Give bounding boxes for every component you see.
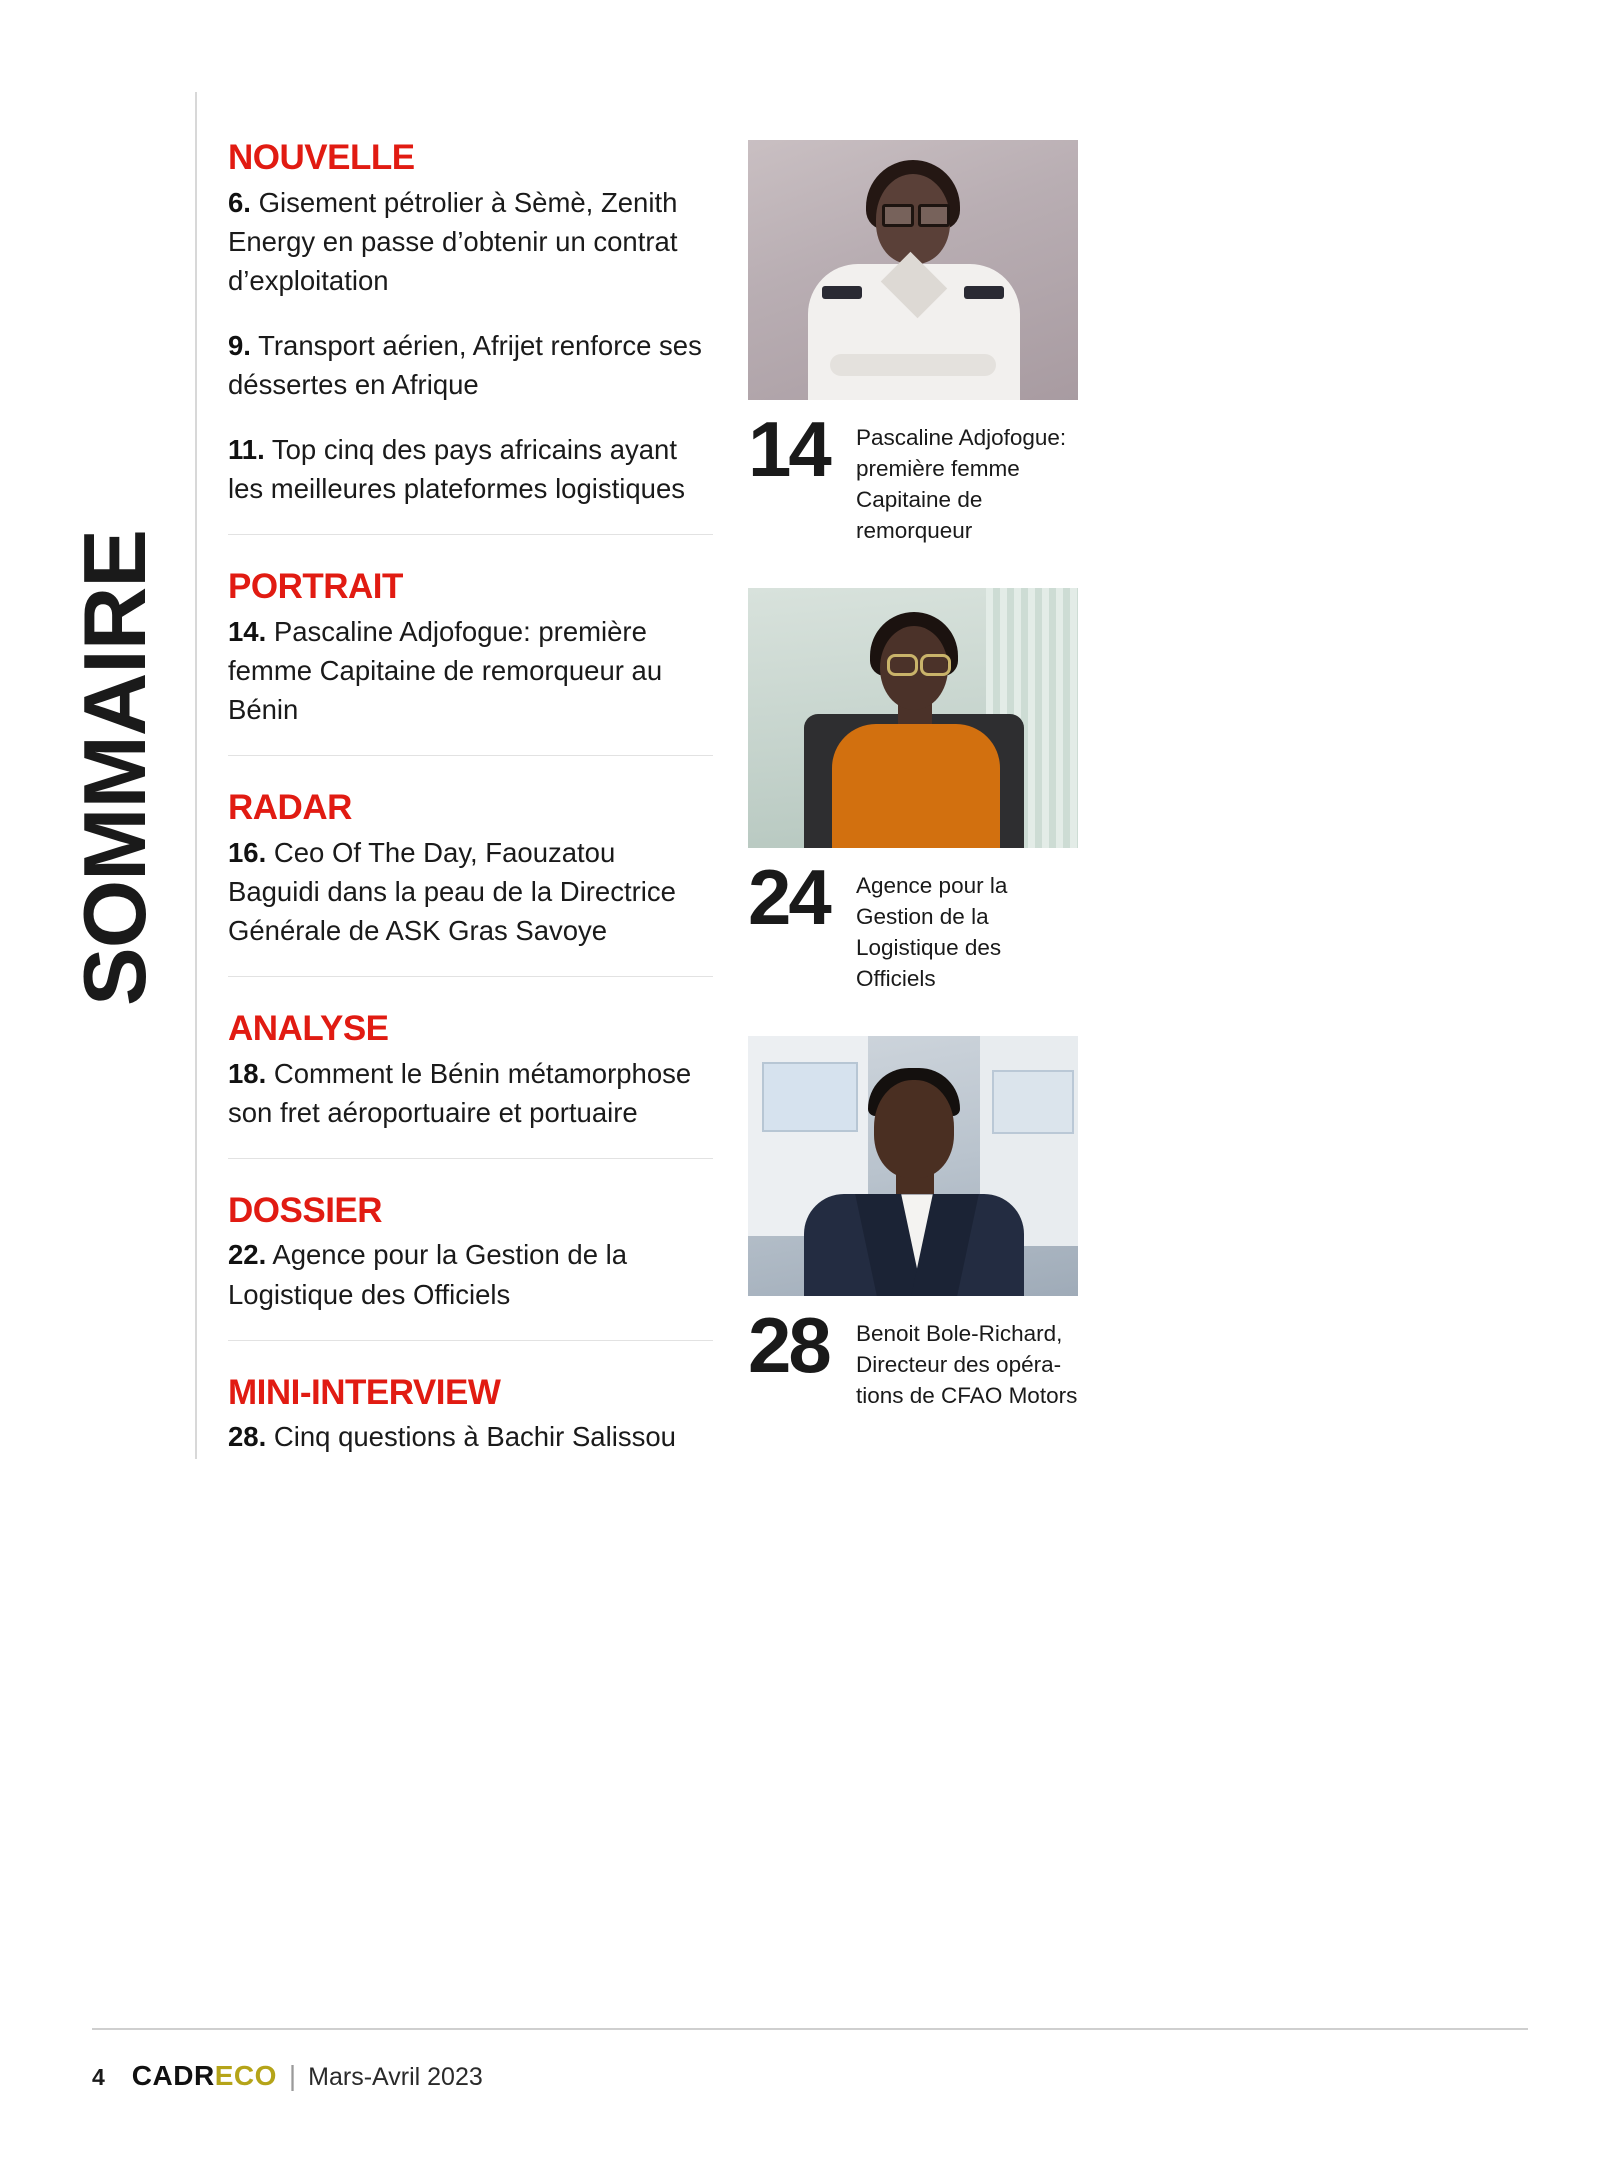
brand-logo-second: ECO	[214, 2060, 277, 2091]
toc-entry-page: 11.	[228, 433, 265, 465]
toc-section-nouvelle	[228, 140, 713, 535]
section-heading-analyse: ANALYSE	[228, 1008, 389, 1048]
highlight-photo-woman	[748, 588, 1078, 848]
toc-entry[interactable]	[228, 326, 713, 404]
section-heading-nouvelle: NOUVELLE	[228, 138, 415, 177]
highlight-caption-row	[748, 1301, 1078, 1411]
footer-divider	[92, 2028, 1528, 2030]
toc-entry-page: 6.	[228, 186, 251, 218]
highlight-page-number: 24	[748, 853, 829, 942]
sommaire-title-container	[0, 520, 200, 1040]
footer	[92, 2060, 483, 2092]
section-heading-radar: RADAR	[228, 787, 352, 827]
toc-entry-page: 28.	[228, 1421, 267, 1453]
toc-section-mini-interview	[228, 1372, 713, 1483]
highlight-page-number: 14	[748, 405, 829, 493]
toc-section-portrait	[228, 569, 713, 756]
toc-entry-title: Comment le Bénin métamorphose son fret aéroportuaire et portuaire	[228, 1057, 692, 1128]
footer-issue-date: Mars-Avril 2023	[308, 2063, 483, 2091]
highlight-caption: Agence pour la Gestion de la Logistique des Officiels	[856, 873, 1008, 992]
toc-entry-title: Gisement pétrolier à Sèmè, Zenith Energy en passe d’obtenir un contrat d’exploitation	[228, 186, 678, 296]
toc-entry[interactable]	[228, 1054, 713, 1132]
toc-entry[interactable]	[228, 612, 713, 729]
section-heading-mini-interview: MINI-INTERVIEW	[228, 1372, 501, 1412]
toc-section-dossier	[228, 1190, 713, 1341]
toc-entry[interactable]	[228, 833, 713, 950]
toc-entry-title: Transport aérien, Afrijet renforce ses déssertes en Afrique	[228, 329, 702, 400]
vertical-divider	[195, 92, 197, 1459]
toc-section-analyse	[228, 1008, 713, 1159]
footer-separator: |	[288, 2060, 297, 2091]
toc-entry-title: Cinq questions à Bachir Salissou	[273, 1421, 676, 1453]
highlights-column	[748, 140, 1078, 1454]
toc-entry-page: 16.	[228, 836, 267, 868]
toc-entry-title: Ceo Of The Day, Faouzatou Baguidi dans la peau de la Directrice Générale de ASK Gras Savoye	[228, 836, 676, 946]
toc-section-radar	[228, 787, 713, 977]
highlight-block[interactable]	[748, 588, 1078, 994]
highlight-page-number: 28	[748, 1301, 829, 1390]
highlight-photo-officer	[748, 140, 1078, 400]
toc-entry-page: 14.	[228, 615, 267, 647]
toc-entry[interactable]	[228, 1417, 713, 1456]
highlight-block[interactable]	[748, 1036, 1078, 1411]
toc-entry-page: 22.	[228, 1239, 267, 1271]
page-title: SOMMAIRE	[65, 530, 164, 1006]
highlight-block[interactable]	[748, 140, 1078, 546]
highlight-caption: Pascaline Adjofogue: première femme Capitaine de remorqueur	[856, 425, 1067, 544]
toc-entry-page: 9.	[228, 329, 251, 361]
toc-entry-page: 18.	[228, 1057, 267, 1089]
toc-entry[interactable]	[228, 430, 713, 508]
toc-entry-title: Agence pour la Gestion de la Logistique des Officiels	[228, 1239, 628, 1310]
toc-entry[interactable]	[228, 1235, 713, 1313]
brand-logo-first: CADR	[131, 2060, 215, 2091]
section-heading-dossier: DOSSIER	[228, 1190, 383, 1230]
section-heading-portrait: PORTRAIT	[228, 567, 403, 607]
toc-entry-title: Top cinq des pays africains ayant les meilleures plateformes logistiques	[228, 433, 686, 505]
toc-column	[228, 140, 713, 1482]
highlight-caption-row	[748, 405, 1078, 546]
highlight-caption: Benoit Bole-Richard, Directeur des opéra-tions de CFAO Motors	[856, 1321, 1078, 1409]
brand-logo	[132, 2060, 277, 2092]
highlight-photo-man	[748, 1036, 1078, 1296]
footer-page-number: 4	[92, 2064, 105, 2090]
toc-entry-title: Pascaline Adjofogue: première femme Capitaine de remorqueur au Bénin	[228, 615, 663, 725]
toc-entry[interactable]	[228, 183, 713, 300]
highlight-caption-row	[748, 853, 1078, 994]
